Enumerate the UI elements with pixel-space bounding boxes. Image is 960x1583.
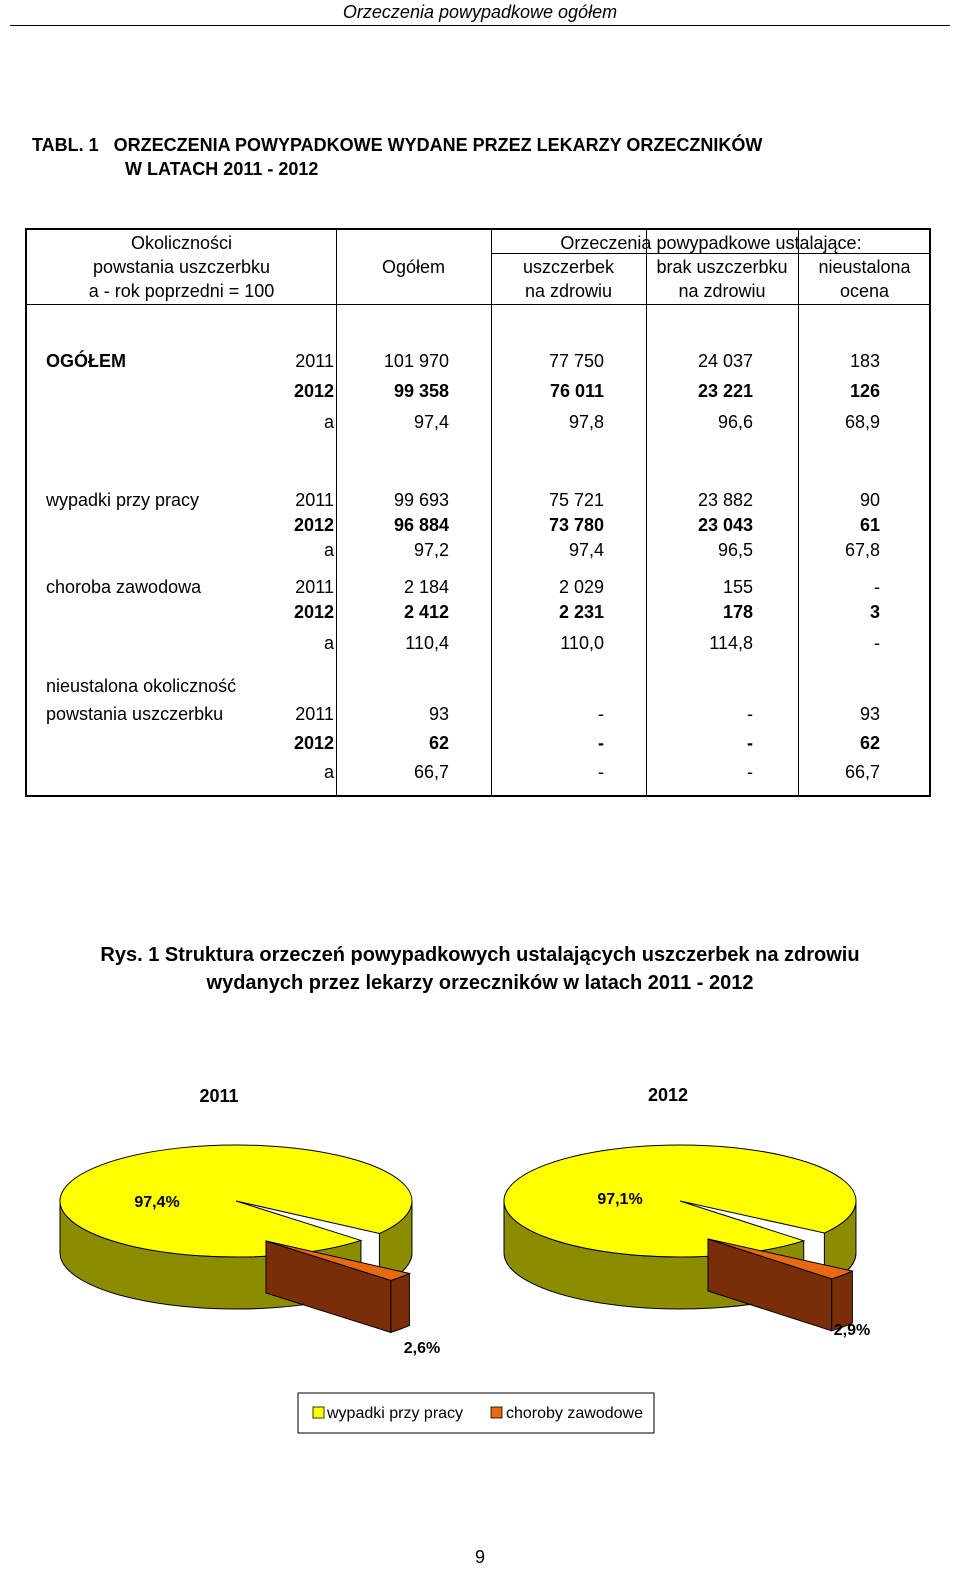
year-cell: a — [323, 762, 334, 782]
pie-title: 2011 — [199, 1086, 239, 1106]
legend-label-work-accidents: wypadki przy pracy — [327, 1405, 464, 1422]
year-cell: 2011 — [295, 490, 334, 510]
legend-swatch-occupational-disease — [491, 1407, 502, 1418]
value-cell: 23 882 — [697, 490, 753, 510]
value-cell: 183 — [849, 351, 880, 371]
value-cell: 67,8 — [844, 540, 880, 560]
header-injury — [491, 257, 646, 301]
year-cell: a — [323, 412, 334, 432]
value-cell: 99 693 — [393, 490, 449, 510]
running-header: Orzeczenia powypadkowe ogółem — [342, 2, 618, 22]
pie-data-label: 2,9% — [833, 1322, 871, 1339]
value-cell: - — [598, 733, 604, 753]
value-cell: - — [598, 762, 604, 782]
value-cell: - — [747, 704, 753, 724]
group-label-undetermined-line1: nieustalona okoliczność — [46, 676, 237, 696]
value-cell: 73 780 — [548, 515, 604, 535]
value-cell: 23 043 — [697, 515, 753, 535]
value-cell: 62 — [428, 733, 449, 753]
header-text: brak uszczerbku — [656, 257, 788, 277]
pie-slice-wypadki-przy-pracy — [504, 1145, 856, 1257]
pie-charts — [0, 1070, 960, 1490]
group-label-undetermined-line2: powstania uszczerbku — [46, 704, 224, 724]
header-total: Ogółem — [381, 257, 446, 277]
year-cell: a — [323, 633, 334, 653]
header-text: nieustalona — [818, 257, 911, 277]
value-cell: - — [874, 577, 880, 597]
year-cell: 2012 — [293, 515, 334, 535]
year-cell: 2012 — [293, 381, 334, 401]
value-cell: - — [747, 762, 753, 782]
pie-data-label: 97,1% — [597, 1191, 643, 1208]
group-label-total: OGÓŁEM — [46, 351, 126, 371]
pie-data-label: 97,4% — [134, 1194, 180, 1211]
header-divider — [27, 304, 931, 305]
value-cell: - — [874, 633, 880, 653]
value-cell: 2 412 — [403, 602, 449, 622]
header-text: ocena — [839, 281, 890, 301]
value-cell: 93 — [428, 704, 449, 724]
pie-slice-wypadki-przy-pracy — [60, 1145, 412, 1257]
value-cell: 75 721 — [548, 490, 604, 510]
group-header-divider — [491, 253, 931, 254]
table-title-line2: W LATACH 2011 - 2012 — [125, 159, 319, 179]
header-text: uszczerbek — [522, 257, 615, 277]
value-cell: - — [747, 733, 753, 753]
value-cell: 97,4 — [413, 412, 449, 432]
pie-data-label: 2,6% — [403, 1340, 441, 1357]
header-undetermined — [798, 257, 931, 301]
value-cell: 3 — [869, 602, 880, 622]
header-text: Okoliczności — [130, 233, 233, 253]
value-cell: 68,9 — [844, 412, 880, 432]
value-cell: 77 750 — [548, 351, 604, 371]
year-cell: 2012 — [293, 733, 334, 753]
value-cell: 61 — [859, 515, 880, 535]
value-cell: 97,4 — [568, 540, 604, 560]
pie-title: 2012 — [647, 1085, 689, 1105]
value-cell: 114,8 — [709, 633, 753, 653]
legend-swatch-work-accidents — [313, 1407, 324, 1418]
header-text: na zdrowiu — [678, 281, 766, 301]
header-no-injury — [646, 257, 798, 301]
value-cell: 24 037 — [697, 351, 753, 371]
figure-caption-line1: Rys. 1 Struktura orzeczeń powypadkowych ustalających uszczerbek na zdrowiu — [100, 944, 860, 966]
value-cell: 96,6 — [717, 412, 753, 432]
value-cell: 110,4 — [405, 633, 449, 653]
value-cell: 101 970 — [383, 351, 449, 371]
value-cell: 97,8 — [568, 412, 604, 432]
value-cell: 110,0 — [560, 633, 604, 653]
header-circumstances — [27, 233, 336, 301]
value-cell: 2 184 — [403, 577, 449, 597]
figure-caption-line2: wydanych przez lekarzy orzeczników w latach 2011 - 2012 — [206, 972, 754, 994]
data-table — [25, 228, 931, 797]
value-cell: 2 231 — [558, 602, 604, 622]
group-label-occupational-disease: choroba zawodowa — [46, 577, 202, 597]
year-cell: 2012 — [293, 602, 334, 622]
value-cell: 96,5 — [717, 540, 753, 560]
table-title-line1: TABL. 1 ORZECZENIA POWYPADKOWE WYDANE PRZEZ LEKARZY ORZECZNIKÓW — [32, 135, 763, 155]
chart-legend — [298, 1393, 654, 1433]
pie-side-minor — [391, 1273, 410, 1332]
value-cell: 62 — [859, 733, 880, 753]
value-cell: 2 029 — [558, 577, 604, 597]
value-cell: 23 221 — [697, 381, 753, 401]
table-title — [32, 133, 762, 181]
value-cell: 93 — [859, 704, 880, 724]
value-cell: 66,7 — [844, 762, 880, 782]
pie-chart-2012 — [504, 1085, 870, 1339]
header-text: a - rok poprzedni = 100 — [88, 281, 275, 301]
header-text: na zdrowiu — [524, 281, 613, 301]
value-cell: 155 — [722, 577, 753, 597]
year-cell: 2011 — [295, 577, 334, 597]
page-number: 9 — [474, 1547, 485, 1567]
year-cell: 2011 — [295, 704, 334, 724]
group-label-work-accidents: wypadki przy pracy — [46, 490, 200, 510]
header-text: powstania uszczerbku — [92, 257, 271, 277]
value-cell: 97,2 — [413, 540, 449, 560]
value-cell: - — [598, 704, 604, 724]
value-cell: 96 884 — [393, 515, 449, 535]
value-cell: 90 — [859, 490, 880, 510]
year-cell: 2011 — [295, 351, 334, 371]
legend-label-occupational-disease: choroby zawodowe — [506, 1405, 643, 1422]
value-cell: 178 — [722, 602, 753, 622]
value-cell: 126 — [849, 381, 880, 401]
value-cell: 76 011 — [549, 381, 604, 401]
value-cell: 66,7 — [413, 762, 449, 782]
year-cell: a — [323, 540, 334, 560]
value-cell: 99 358 — [393, 381, 449, 401]
header-rule — [10, 25, 950, 26]
pie-chart-2011 — [60, 1086, 440, 1357]
header-group: Orzeczenia powypadkowe ustalające: — [560, 233, 862, 253]
